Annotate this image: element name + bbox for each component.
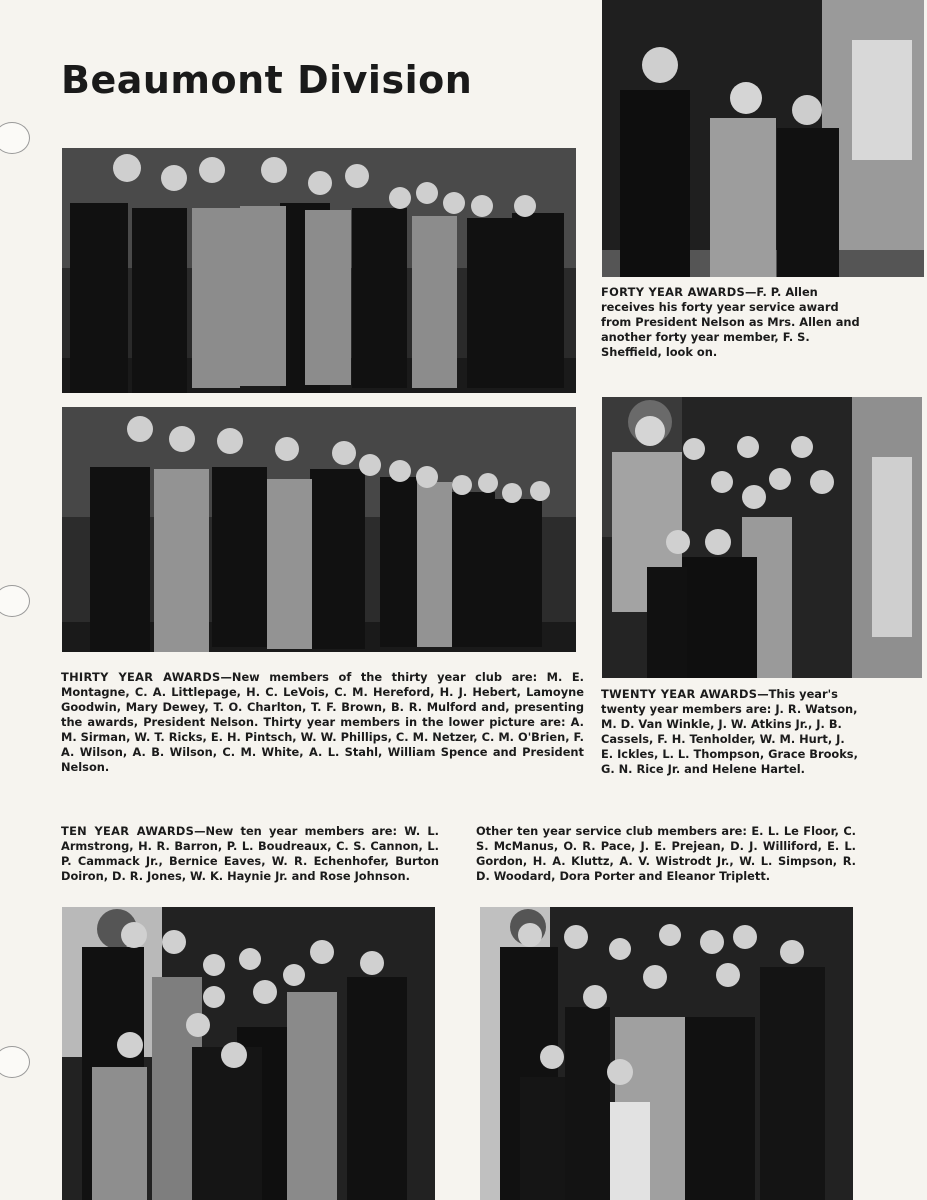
page-title: Beaumont Division: [61, 58, 473, 102]
photo-thirty-year-group-lower: [62, 407, 576, 652]
caption-forty-year-awards: [601, 285, 871, 360]
caption-forty-year-lead: FORTY YEAR AWARDS: [601, 285, 745, 299]
caption-ten-year-other-members: [476, 824, 856, 884]
caption-forty-year-body: —F. P. Allen receives his forty year service award from President Nelson as Mrs. Allen and another forty year member, F. S. Sheffield, look on.: [601, 285, 860, 359]
caption-thirty-year-awards: [61, 670, 584, 775]
caption-ten-year-body: —New ten year members are: W. L. Armstrong, H. R. Barron, P. L. Boudreaux, C. S. Cannon, L. P. Cammack Jr., Bernice Eaves, W. R. Echenhofer, Burton Doiron, D. R. Jones, W. K. Haynie Jr. and Rose Johnson.: [61, 824, 439, 883]
photo-ten-year-left: [62, 907, 435, 1200]
caption-twenty-year-lead: TWENTY YEAR AWARDS: [601, 687, 758, 701]
binder-hole-middle: [0, 585, 30, 617]
photo-forty-year: [602, 0, 924, 277]
photo-ten-year-right: [480, 907, 853, 1200]
binder-hole-top: [0, 122, 30, 154]
binder-hole-bottom: [0, 1046, 30, 1078]
caption-ten-year-other-body: Other ten year service club members are: E. L. Le Floor, C. S. McManus, O. R. Pace, J. E. Prejean, D. J. Williford, E. L. Gordon, H. A. Kluttz, A. V. Wistrodt Jr., W. L. Simpson, R. D. Woodard, Dora Porter and Eleanor Triplett.: [476, 824, 856, 883]
caption-ten-year-lead: TEN YEAR AWARDS: [61, 824, 195, 838]
caption-thirty-year-lead: THIRTY YEAR AWARDS: [61, 670, 221, 684]
caption-twenty-year-body: —This year's twenty year members are: J. R. Watson, M. D. Van Winkle, J. W. Atkins Jr., J. B. Cassels, F. H. Tenholder, W. M. Hurt, J. E. Ickles, L. L. Thompson, Grace Brooks, G. N. Rice Jr. and Helene Hartel.: [601, 687, 858, 776]
caption-thirty-year-body: —New members of the thirty year club are: M. E. Montagne, C. A. Littlepage, H. C. LeVois, C. M. Hereford, H. J. Hebert, Lamoyne Goodwin, Mary Dewey, T. O. Charlton, T. F. Brown, B. R. Mulford and, presenting the awards, President Nelson. Thirty year members in the lower picture are: A. M. Sirman, W. T. Ricks, E. H. Pintsch, W. W. Phillips, C. M. Netzer, C. M. O'Brien, F. A. Wilson, A. B. Wilson, C. M. White, A. L. Stahl, William Spence and President Nelson.: [61, 670, 584, 774]
photo-twenty-year: [602, 397, 922, 678]
caption-ten-year-awards: [61, 824, 439, 884]
photo-thirty-year-group-upper: [62, 148, 576, 393]
caption-twenty-year-awards: [601, 687, 858, 777]
